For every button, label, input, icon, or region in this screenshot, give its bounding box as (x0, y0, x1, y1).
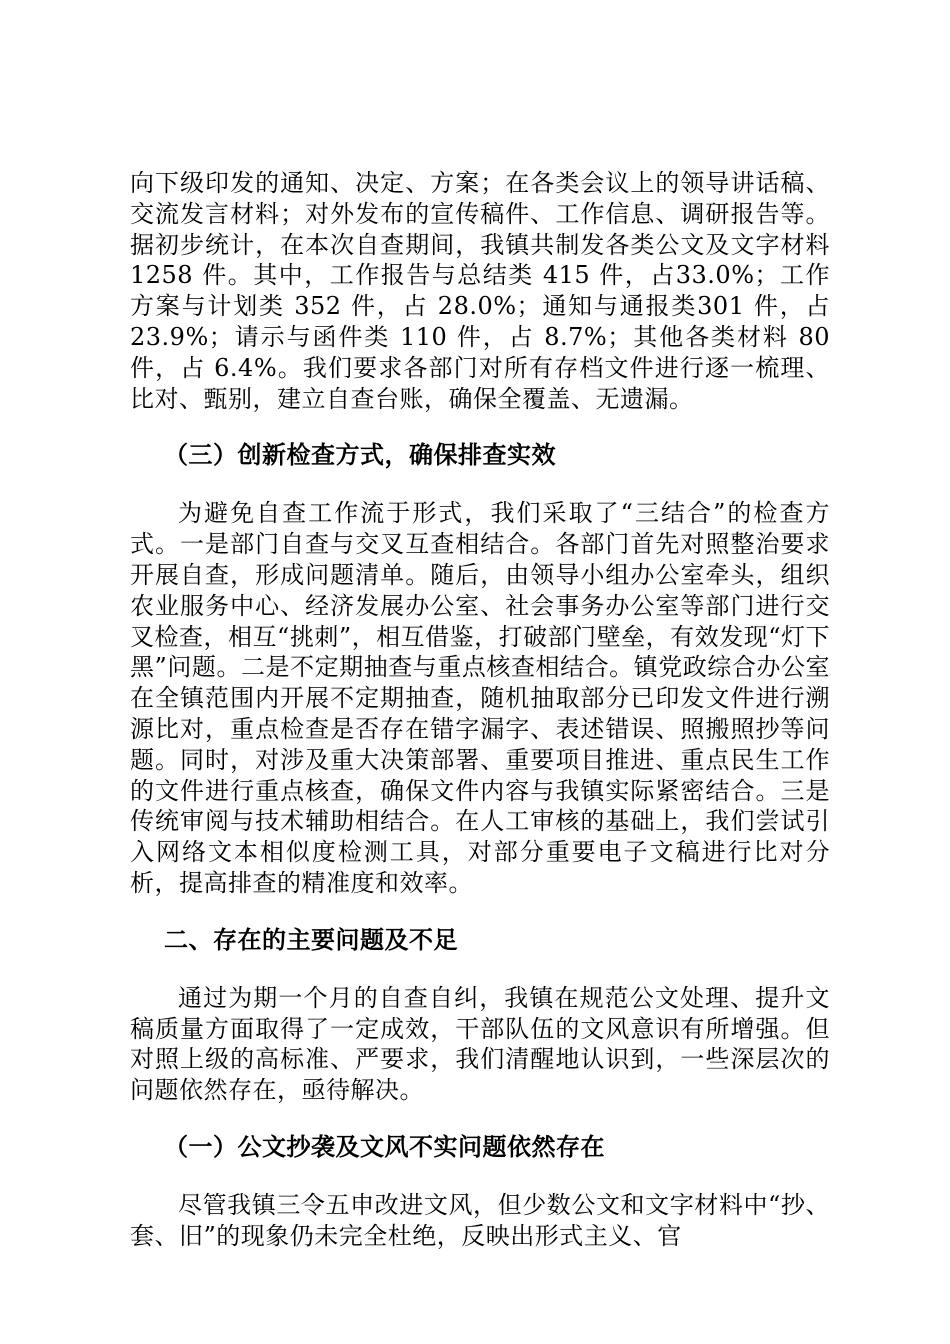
subheading-plagiarism-issue: （一）公文抄袭及文风不实问题依然存在 (164, 1132, 605, 1161)
section-heading-main-problems: 二、存在的主要问题及不足 (164, 925, 458, 954)
paragraph-self-inspection-results: 通过为期一个月的自查自纠，我镇在规范公文处理、提升文稿质量方面取得了一定成效，干部队伍的文风意识有所增强。但对照上级的高标准、严要求，我们清醒地认识到，一些深层次的问题依然存在，亟待解决。 (130, 983, 830, 1105)
subheading-innovative-inspection: （三）创新检查方式，确保排查实效 (164, 441, 556, 470)
paragraph-document-statistics: 向下级印发的通知、决定、方案；在各类会议上的领导讲话稿、交流发言材料；对外发布的宣传稿件、工作信息、调研报告等。据初步统计，在本次自查期间，我镇共制发各类公文及文字材料 1258 件。其中，工作报告与总结类 415 件，占33.0%；工作方案与计划类 352 件，占 28.0%；通知与通报类301 件，占 23.9%；请示与函件类 110 件，占 8.7%；其他各类材料 80 件，占 6.4%。我们要求各部门对所有存档文件进行逐一梳理、比对、甄别，建立自查台账，确保全覆盖、无遗漏。 (130, 169, 830, 413)
paragraph-writing-style-issue: 尽管我镇三令五申改进文风，但少数公文和文字材料中“抄、套、旧”的现象仍未完全杜绝，反映出形式主义、官 (130, 1190, 830, 1250)
document-body (130, 168, 830, 1252)
paragraph-three-combinations: 为避免自查工作流于形式，我们采取了“三结合”的检查方式。一是部门自查与交叉互查相结合。各部门首先对照整治要求开展自查，形成问题清单。随后，由领导小组办公室牵头，组织农业服务中心、经济发展办公室、社会事务办公室等部门进行交叉检查，相互“挑刺”，相互借鉴，打破部门壁垒，有效发现“灯下黑”问题。二是不定期抽查与重点核查相结合。镇党政综合办公室在全镇范围内开展不定期抽查，随机抽取部分已印发文件进行溯源比对，重点检查是否存在错字漏字、表述错误、照搬照抄等问题。同时，对涉及重大决策部署、重要项目推进、重点民生工作的文件进行重点核查，确保文件内容与我镇实际紧密结合。三是传统审阅与技术辅助相结合。在人工审核的基础上，我们尝试引入网络文本相似度检测工具，对部分重要电子文稿进行比对分析，提高排查的精准度和效率。 (130, 499, 830, 897)
